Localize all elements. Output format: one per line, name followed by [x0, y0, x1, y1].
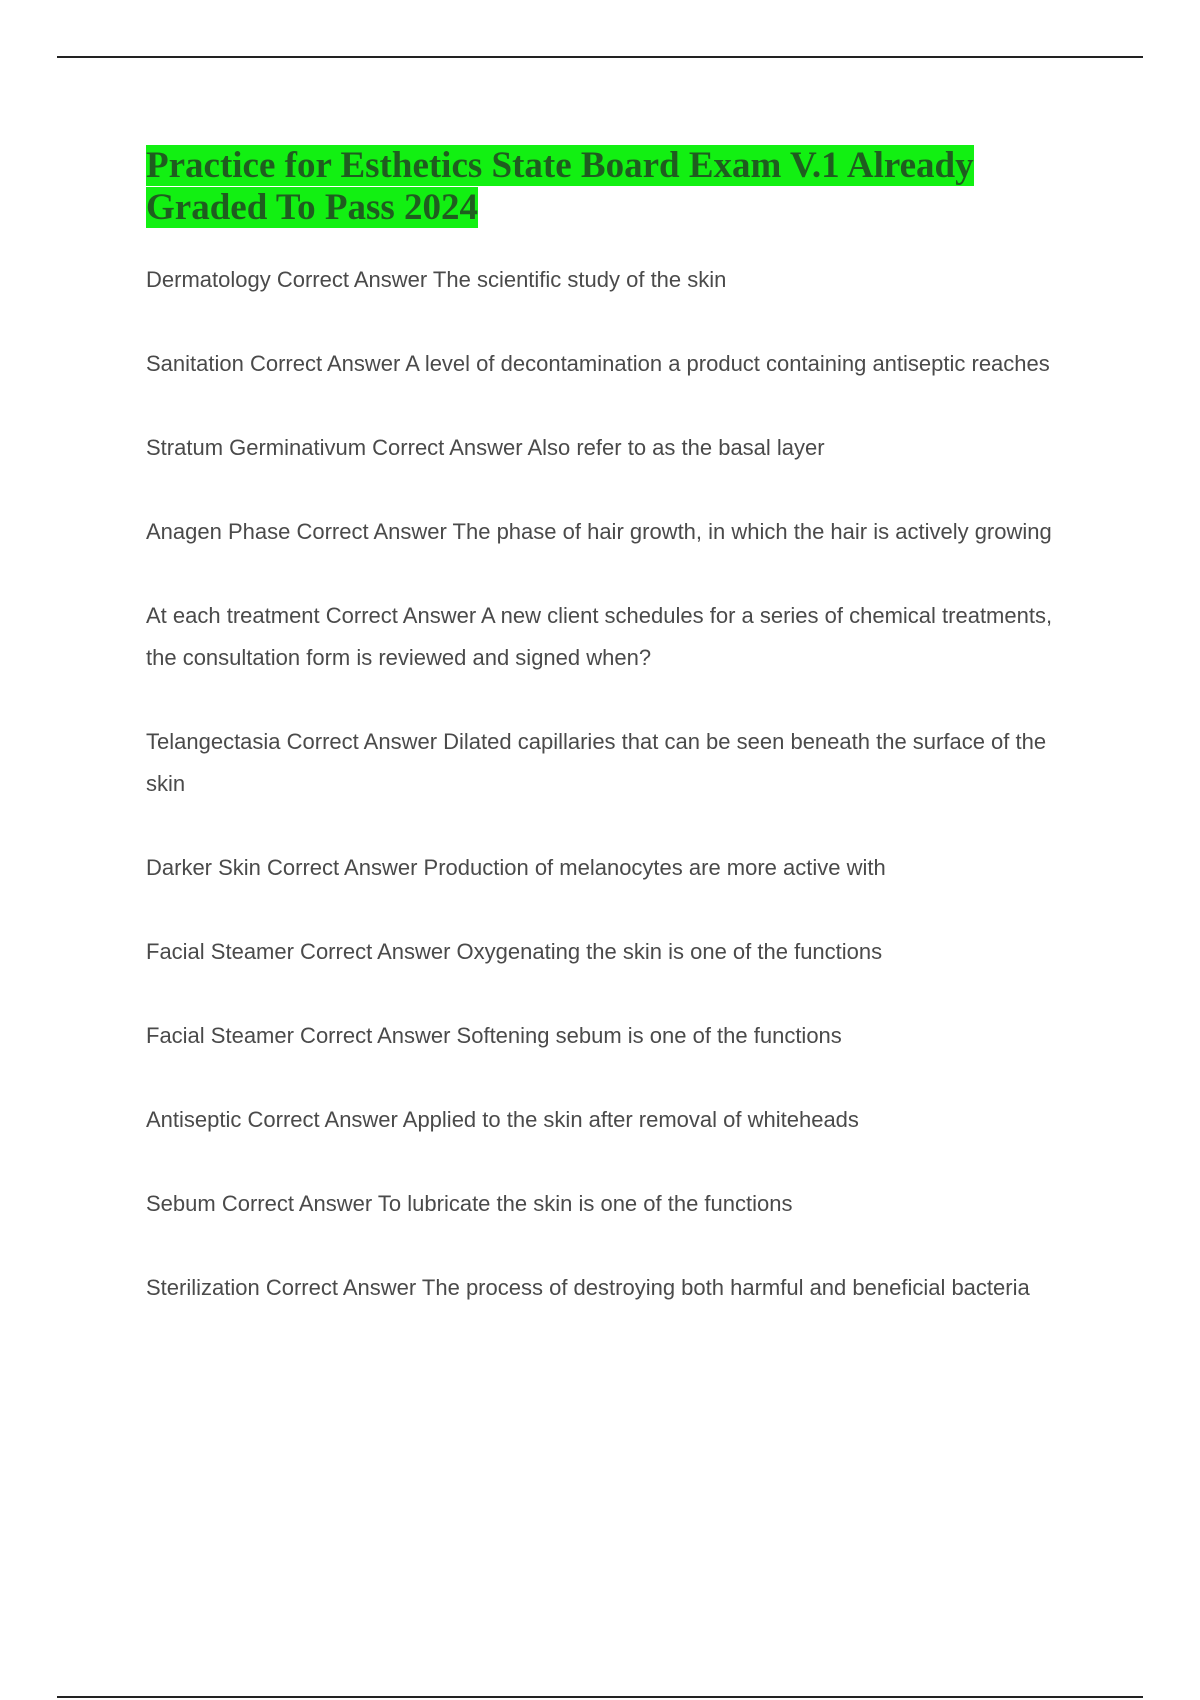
- qa-item: Sanitation Correct Answer A level of decontamination a product containing antiseptic reaches: [146, 351, 1050, 376]
- qa-item: Stratum Germinativum Correct Answer Also refer to as the basal layer: [146, 435, 825, 460]
- qa-item: Facial Steamer Correct Answer Softening sebum is one of the functions: [146, 1023, 842, 1048]
- qa-item: Telangectasia Correct Answer Dilated capillaries that can be seen beneath the surface of the skin: [146, 729, 1047, 796]
- qa-list: [146, 259, 1086, 1309]
- qa-item: Antiseptic Correct Answer Applied to the skin after removal of whiteheads: [146, 1107, 859, 1132]
- bottom-rule: [57, 1696, 1143, 1698]
- qa-item: Sebum Correct Answer To lubricate the skin is one of the functions: [146, 1191, 793, 1216]
- qa-item: Anagen Phase Correct Answer The phase of hair growth, in which the hair is actively growing: [146, 519, 1052, 544]
- document-title-text: Practice for Esthetics State Board Exam V.1 Already Graded To Pass 2024: [146, 145, 974, 228]
- qa-item: Darker Skin Correct Answer Production of melanocytes are more active with: [146, 855, 886, 880]
- qa-item: Facial Steamer Correct Answer Oxygenating the skin is one of the functions: [146, 939, 883, 964]
- document-body: [146, 145, 1086, 1351]
- qa-item: At each treatment Correct Answer A new client schedules for a series of chemical treatments, the consultation form is reviewed and signed when?: [146, 603, 1053, 670]
- document-title: [146, 145, 1006, 229]
- top-rule: [57, 56, 1143, 58]
- qa-item: Dermatology Correct Answer The scientific study of the skin: [146, 267, 727, 292]
- qa-item: Sterilization Correct Answer The process of destroying both harmful and beneficial bacteria: [146, 1275, 1030, 1300]
